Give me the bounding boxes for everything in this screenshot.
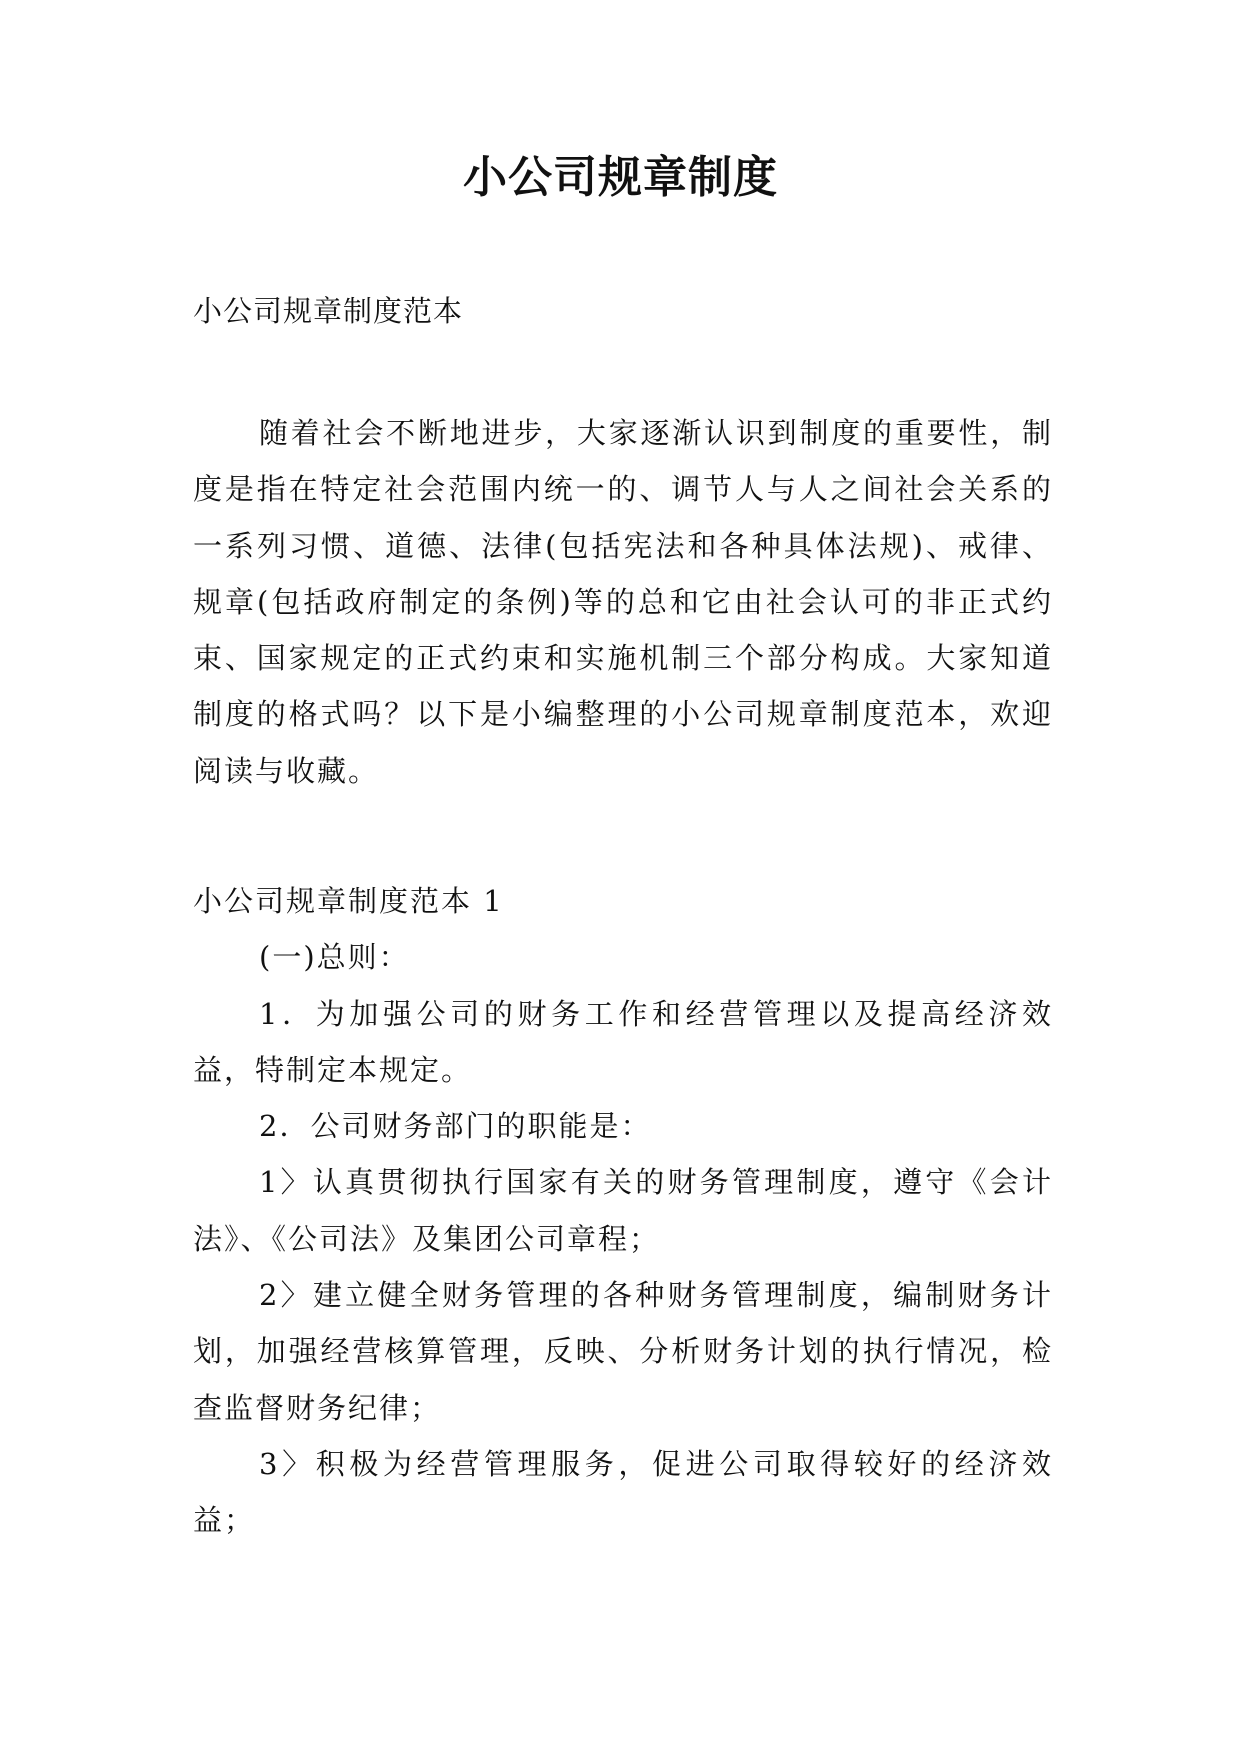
section-title: 小公司规章制度范本 1: [193, 884, 504, 918]
paragraph-subitem-1: 1〉认真贯彻执行国家有关的财务管理制度，遵守《会计法》、《公司法》及集团公司章程；: [193, 1165, 1053, 1256]
paragraph-subitem-2: 2〉建立健全财务管理的各种财务管理制度，编制财务计划，加强经营核算管理，反映、分析财务计划的执行情况，检查监督财务纪律；: [193, 1278, 1053, 1425]
document-subtitle: 小公司规章制度范本: [193, 294, 464, 328]
intro-paragraph: 随着社会不断地进步，大家逐渐认识到制度的重要性，制度是指在特定社会范围内统一的、调节人与人之间社会关系的一系列习惯、道德、法律(包括宪法和各种具体法规)、戒律、规章(包括政府制定的条例)等的总和它由社会认可的非正式约束、国家规定的正式约束和实施机制三个部分构成。大家知道制度的格式吗？以下是小编整理的小公司规章制度范本，欢迎阅读与收藏。: [193, 416, 1053, 788]
section-body: [193, 873, 1053, 1549]
paragraph-item-1: 1．为加强公司的财务工作和经营管理以及提高经济效益，特制定本规定。: [193, 996, 1053, 1087]
paragraph-general-rules: (一)总则：: [259, 940, 410, 975]
paragraph-subitem-3: 3〉积极为经营管理服务，促进公司取得较好的经济效益；: [193, 1446, 1053, 1538]
paragraph-item-2: 2．公司财务部门的职能是：: [259, 1109, 652, 1144]
document-title: 小公司规章制度: [463, 152, 778, 203]
